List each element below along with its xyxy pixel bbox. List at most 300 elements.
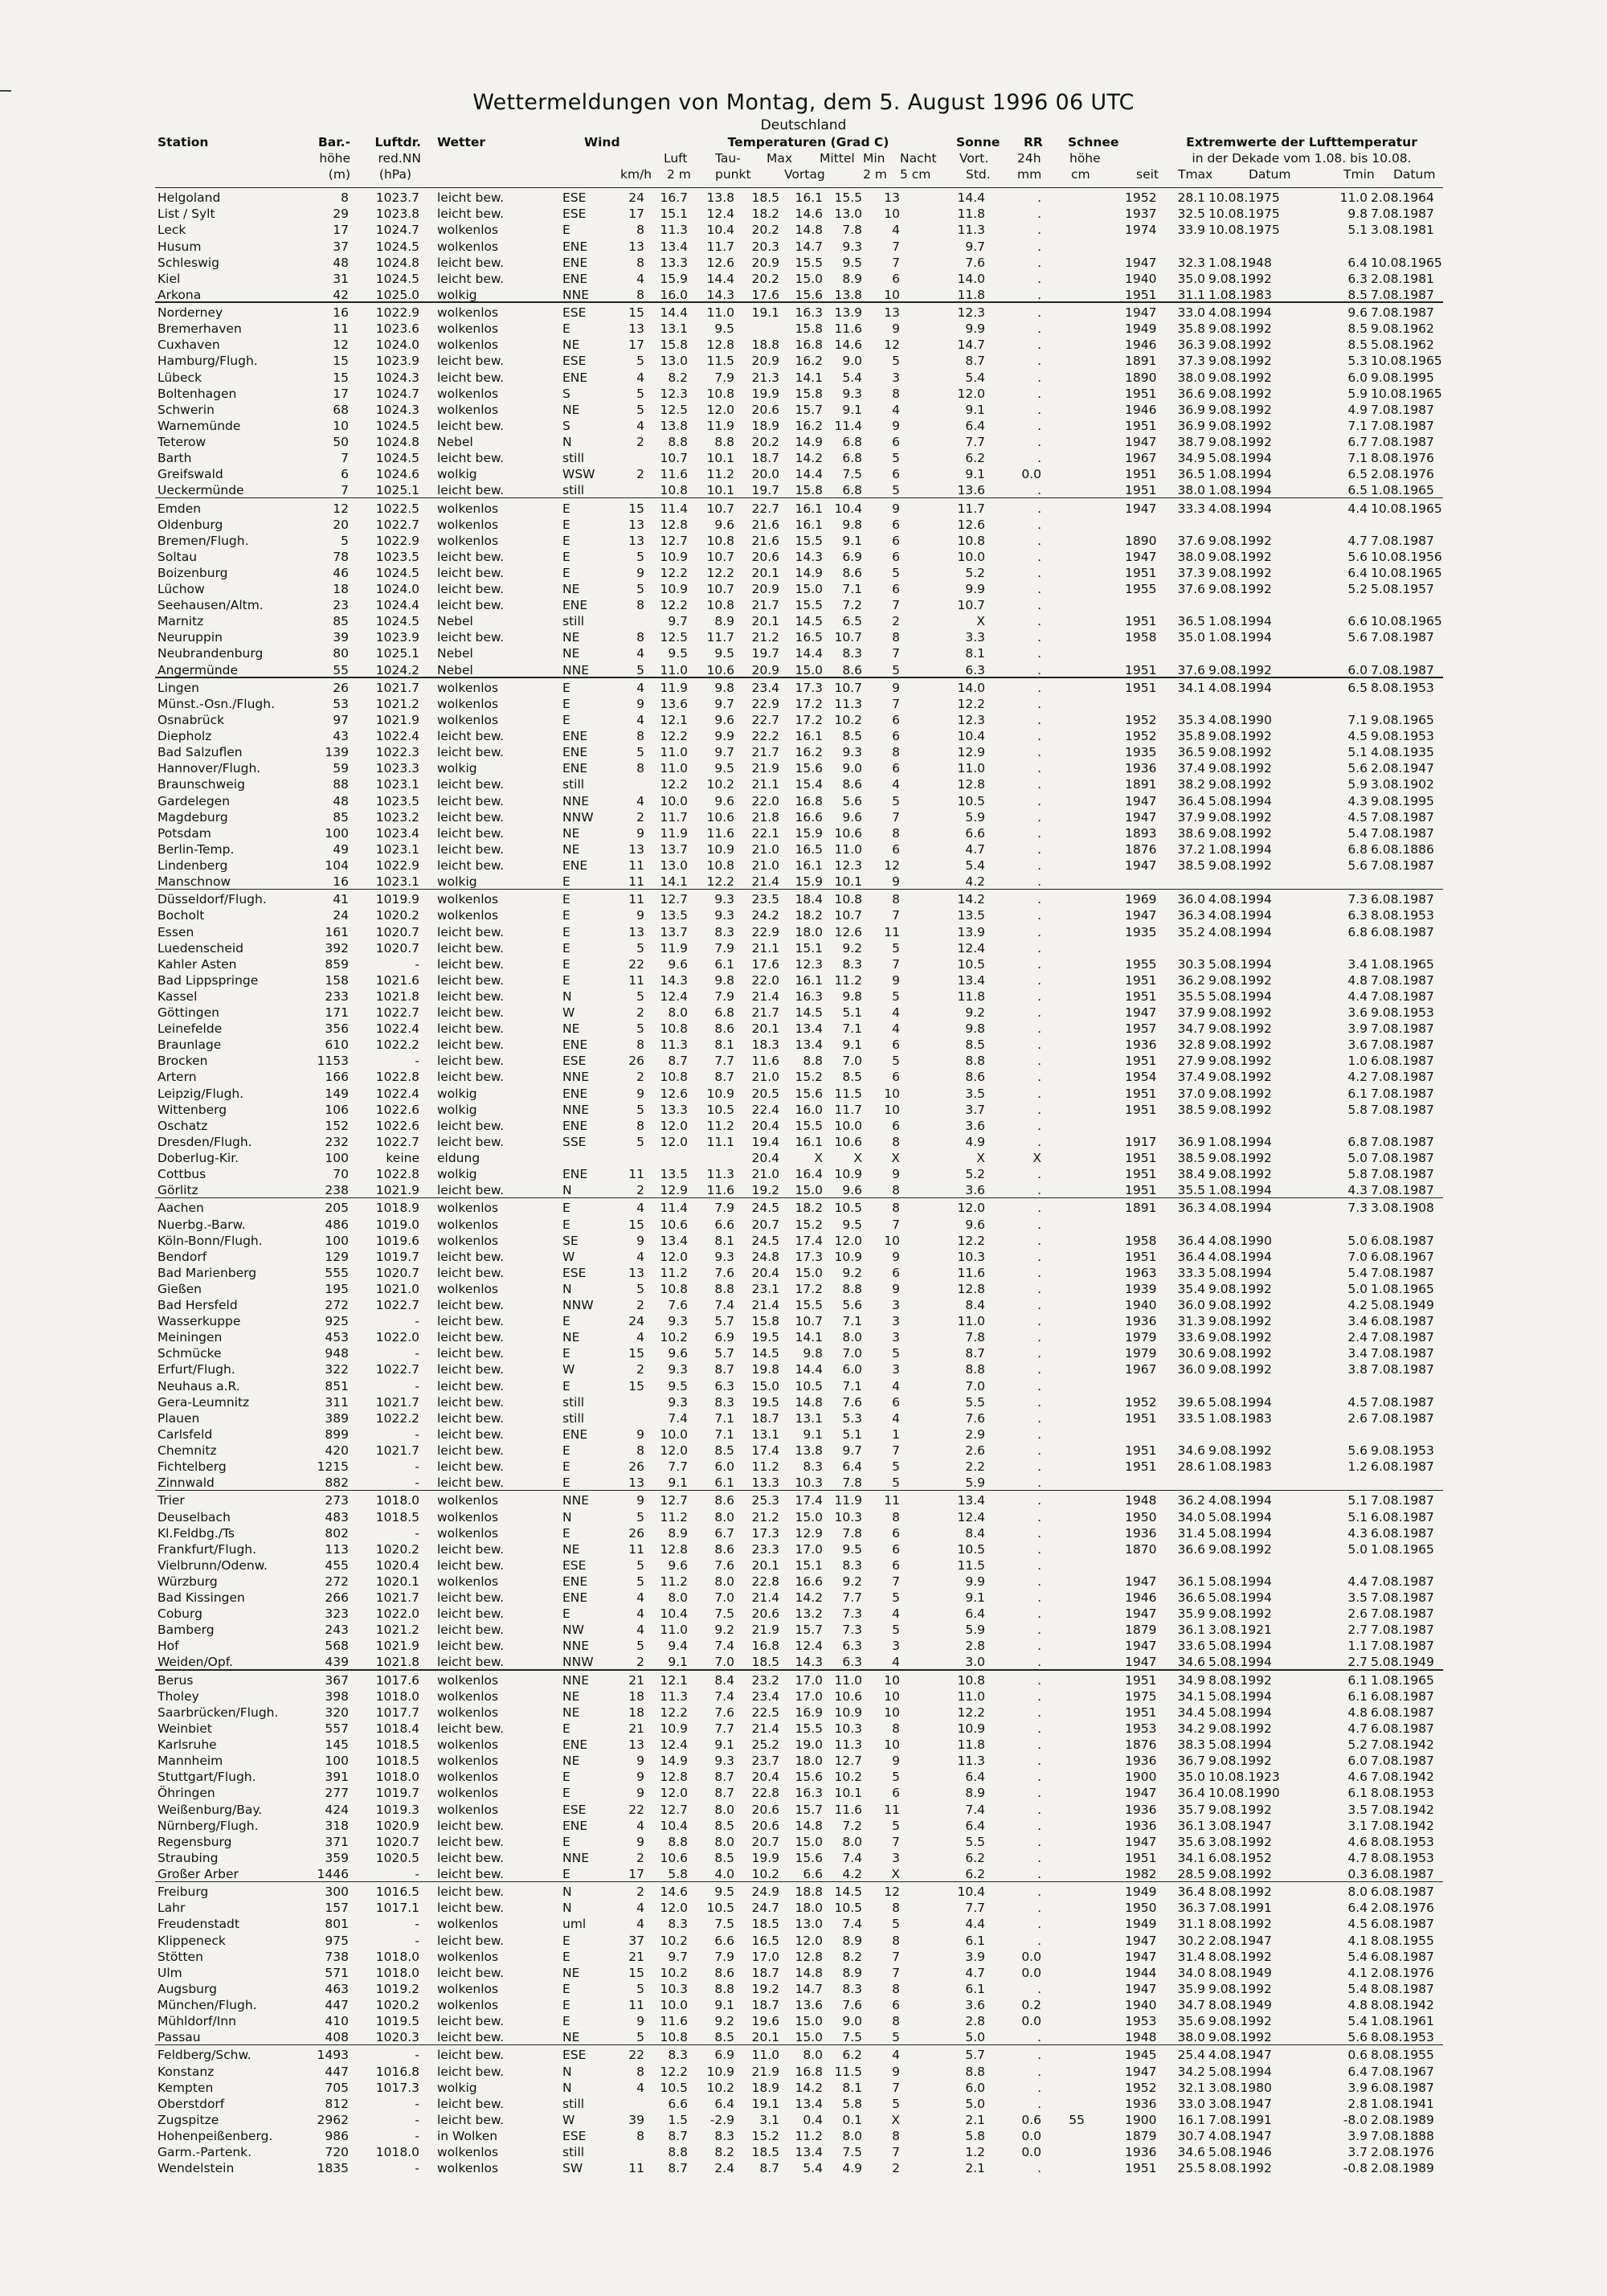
cell-bar-hoehe: 447 xyxy=(325,2064,349,2079)
cell-luftdruck: 1024.6 xyxy=(375,467,419,482)
cell-rr: . xyxy=(1037,1265,1041,1280)
cell-sonne: 2.9 xyxy=(965,1426,985,1442)
cell-t-tau: 12.0 xyxy=(706,402,734,417)
cell-t-luft: 12.0 xyxy=(660,1443,688,1458)
cell-wind-kmh: 9 xyxy=(636,1786,644,1801)
cell-ext-datum: 1.08.1983 xyxy=(1208,1459,1272,1474)
cell-t-nacht: 10 xyxy=(884,1233,900,1248)
cell-ext-tmin: 4.2 xyxy=(1347,1070,1368,1085)
cell-t-tau: 12.8 xyxy=(706,338,734,353)
cell-ext-datum2: 7.08.1888 xyxy=(1371,2128,1434,2143)
cell-sonne: 12.0 xyxy=(957,1201,985,1216)
cell-t-max: 21.7 xyxy=(751,1005,779,1020)
cell-t-tau: 11.7 xyxy=(706,239,734,254)
cell-ext-seit: 1891 xyxy=(1125,777,1157,792)
header-ext-datum: Datum xyxy=(1249,167,1291,182)
cell-t-mittel: 19.0 xyxy=(795,1737,823,1753)
cell-station: Klippeneck xyxy=(157,1933,226,1948)
cell-t-nacht: 8 xyxy=(892,386,900,401)
cell-ext-seit: 1951 xyxy=(1125,1850,1157,1865)
cell-t-mittel: 15.0 xyxy=(795,662,823,677)
cell-wind-kmh: 2 xyxy=(636,1005,644,1020)
cell-luftdruck: - xyxy=(415,956,419,972)
cell-t-max: 15.8 xyxy=(751,1314,779,1329)
cell-t-min: 6.3 xyxy=(842,1655,862,1670)
cell-ext-tmin: 4.2 xyxy=(1347,1298,1368,1312)
cell-ext-datum2: 8.08.1953 xyxy=(1371,680,1434,695)
cell-luftdruck: - xyxy=(415,2112,419,2127)
cell-wetter: wolkenlos xyxy=(437,1574,499,1589)
cell-rr: . xyxy=(1037,1362,1041,1377)
cell-luftdruck: 1023.9 xyxy=(375,354,419,369)
cell-t-nacht: 6 xyxy=(892,761,900,776)
cell-wind-dir: NE xyxy=(562,1754,580,1769)
table-row xyxy=(0,956,1607,972)
cell-wind-dir: still xyxy=(562,483,585,498)
cell-rr: . xyxy=(1037,483,1041,498)
cell-ext-datum2: 6.08.1987 xyxy=(1371,892,1434,907)
cell-wind-dir: E xyxy=(562,1866,570,1881)
cell-luftdruck: 1021.9 xyxy=(375,713,419,727)
cell-luftdruck: 1020.4 xyxy=(375,1557,419,1573)
cell-ext-tmin: 3.5 xyxy=(1347,1590,1368,1605)
cell-wind-kmh: 37 xyxy=(628,1933,644,1948)
cell-ext-tmin: 8.5 xyxy=(1347,338,1368,353)
cell-wind-dir: W xyxy=(562,1005,575,1020)
cell-bar-hoehe: 483 xyxy=(325,1509,349,1525)
cell-ext-datum2: 8.08.1953 xyxy=(1371,1786,1434,1801)
cell-ext-tmax: 30.2 xyxy=(1177,1933,1205,1948)
cell-t-tau: 8.6 xyxy=(714,1541,734,1557)
cell-station: Leipzig/Flugh. xyxy=(157,1086,244,1101)
cell-t-mittel: 16.2 xyxy=(795,354,823,369)
group-separator-line xyxy=(155,1197,1443,1199)
table-row xyxy=(0,321,1607,337)
cell-wind-dir: ENE xyxy=(562,1086,588,1101)
cell-bar-hoehe: 882 xyxy=(325,1475,349,1491)
cell-t-mittel: 16.8 xyxy=(795,2064,823,2079)
cell-station: Tholey xyxy=(157,1688,199,1704)
cell-wetter: leicht bew. xyxy=(437,1183,505,1198)
cell-ext-datum2: 6.08.1987 xyxy=(1371,1885,1434,1900)
cell-bar-hoehe: 80 xyxy=(333,646,349,661)
cell-wetter: leicht bew. xyxy=(437,857,505,873)
cell-wind-kmh: 4 xyxy=(636,271,644,286)
cell-wind-dir: NE xyxy=(562,1705,580,1720)
cell-wetter: leicht bew. xyxy=(437,1298,505,1312)
cell-bar-hoehe: 233 xyxy=(325,988,349,1004)
cell-ext-datum2: 9.08.1965 xyxy=(1371,713,1434,727)
cell-t-min: 8.9 xyxy=(842,271,862,286)
cell-wetter: wolkenlos xyxy=(437,2145,499,2159)
cell-t-max: 10.2 xyxy=(751,1866,779,1881)
cell-ext-tmax: 37.9 xyxy=(1177,809,1205,825)
cell-wind-dir: NW xyxy=(562,1623,584,1638)
cell-station: Mühldorf/Inn xyxy=(157,2014,236,2028)
cell-rr: X xyxy=(1032,1150,1041,1165)
cell-ext-tmax: 32.5 xyxy=(1177,207,1205,222)
cell-station: Boizenburg xyxy=(157,565,228,580)
cell-ext-seit: 1951 xyxy=(1125,1705,1157,1720)
cell-ext-tmax: 32.1 xyxy=(1177,2080,1205,2095)
cell-wind-dir: ESE xyxy=(562,190,587,206)
cell-station: Görlitz xyxy=(157,1183,198,1198)
cell-ext-tmax: 30.3 xyxy=(1177,956,1205,972)
cell-ext-tmax: 35.9 xyxy=(1177,1981,1205,1996)
cell-wind-kmh: 8 xyxy=(636,598,644,613)
cell-t-nacht: 5 xyxy=(892,1459,900,1474)
cell-t-nacht: 13 xyxy=(884,305,900,321)
cell-t-luft: 11.0 xyxy=(660,1623,688,1638)
cell-bar-hoehe: 100 xyxy=(325,1754,349,1769)
cell-ext-tmin: 2.6 xyxy=(1347,1606,1368,1622)
cell-ext-datum: 1.08.1983 xyxy=(1208,1410,1272,1426)
cell-t-tau: 5.7 xyxy=(714,1314,734,1329)
cell-ext-seit: 1982 xyxy=(1125,1866,1157,1881)
cell-t-luft: 10.8 xyxy=(660,1281,688,1296)
cell-t-min: 10.6 xyxy=(834,1134,862,1149)
cell-luftdruck: 1022.7 xyxy=(375,1134,419,1149)
cell-t-luft: 10.3 xyxy=(660,1981,688,1996)
header-t-tau: Tau- xyxy=(715,151,741,166)
table-row xyxy=(0,645,1607,661)
cell-station: Straubing xyxy=(157,1850,219,1865)
cell-bar-hoehe: 100 xyxy=(325,1233,349,1248)
cell-t-luft: 7.6 xyxy=(668,1298,688,1312)
cell-bar-hoehe: 986 xyxy=(325,2128,349,2143)
cell-t-max: 21.2 xyxy=(751,630,779,645)
cell-luftdruck: 1021.8 xyxy=(375,1655,419,1670)
cell-ext-seit: 1951 xyxy=(1125,614,1157,629)
cell-wetter: wolkenlos xyxy=(437,1233,499,1248)
cell-ext-seit: 1935 xyxy=(1125,745,1157,760)
cell-t-max: 20.0 xyxy=(751,467,779,482)
cell-wind-kmh: 9 xyxy=(636,1834,644,1849)
cell-t-nacht: 3 xyxy=(892,370,900,385)
cell-ext-tmin: 3.5 xyxy=(1347,1802,1368,1817)
cell-bar-hoehe: 1446 xyxy=(317,1866,349,1881)
cell-sonne: 9.1 xyxy=(965,402,985,417)
cell-t-max: 19.5 xyxy=(751,1330,779,1345)
cell-wind-dir: ESE xyxy=(562,2048,587,2063)
cell-ext-tmin: 1.1 xyxy=(1347,1639,1368,1654)
cell-wind-dir: NNE xyxy=(562,1850,589,1865)
cell-t-luft: 12.2 xyxy=(660,729,688,744)
cell-station: Neuruppin xyxy=(157,630,223,645)
cell-station: Fichtelberg xyxy=(157,1459,227,1474)
cell-ext-tmin: 6.4 xyxy=(1347,255,1368,270)
header-bar-3: (m) xyxy=(328,167,350,182)
cell-wetter: leicht bew. xyxy=(437,565,505,580)
cell-t-mittel: 14.8 xyxy=(795,1818,823,1833)
cell-t-tau: 7.4 xyxy=(714,1639,734,1654)
cell-wetter: leicht bew. xyxy=(437,1021,505,1037)
cell-rr: . xyxy=(1037,1167,1041,1181)
cell-wetter: leicht bew. xyxy=(437,745,505,760)
cell-t-tau: 8.0 xyxy=(714,1802,734,1817)
cell-t-nacht: 5 xyxy=(892,1770,900,1785)
cell-ext-datum2: 7.08.1942 xyxy=(1371,1802,1434,1817)
cell-bar-hoehe: 68 xyxy=(333,402,349,417)
cell-t-min: 8.3 xyxy=(842,1981,862,1996)
cell-t-min: 10.1 xyxy=(834,874,862,889)
cell-t-max: 20.1 xyxy=(751,2030,779,2045)
cell-wind-dir: N xyxy=(562,1281,572,1296)
cell-t-mittel: 9.8 xyxy=(803,1346,823,1361)
cell-station: Arkona xyxy=(157,287,202,302)
cell-rr: . xyxy=(1037,1378,1041,1394)
table-row xyxy=(0,1217,1607,1233)
cell-wind-dir: ENE xyxy=(562,255,588,270)
cell-t-max: 21.4 xyxy=(751,874,779,889)
cell-t-min: 7.2 xyxy=(842,598,862,613)
cell-t-tau: 6.4 xyxy=(714,2096,734,2111)
table-row xyxy=(0,1410,1607,1426)
cell-ext-tmin: 5.2 xyxy=(1347,1737,1368,1753)
cell-luftdruck: 1022.4 xyxy=(375,729,419,744)
cell-station: Braunschweig xyxy=(157,777,245,792)
cell-bar-hoehe: 410 xyxy=(325,2014,349,2028)
cell-t-nacht: 9 xyxy=(892,1249,900,1264)
cell-ext-datum2: 7.08.1987 xyxy=(1371,1639,1434,1654)
cell-t-mittel: 17.4 xyxy=(795,1493,823,1508)
cell-ext-tmin: 4.5 xyxy=(1347,1394,1368,1410)
cell-bar-hoehe: 1493 xyxy=(317,2048,349,2063)
cell-t-tau: 10.8 xyxy=(706,598,734,613)
header-rr-2: 24h xyxy=(1017,151,1041,166)
table-row xyxy=(0,337,1607,353)
cell-wetter: leicht bew. xyxy=(437,1443,505,1458)
cell-t-min: 5.4 xyxy=(842,370,862,385)
cell-wetter: leicht bew. xyxy=(437,1541,505,1557)
cell-t-tau: 9.3 xyxy=(714,908,734,923)
cell-ext-seit: 1958 xyxy=(1125,630,1157,645)
cell-rr: . xyxy=(1037,988,1041,1004)
cell-rr: . xyxy=(1037,287,1041,302)
cell-t-luft: 11.9 xyxy=(660,680,688,695)
cell-bar-hoehe: 100 xyxy=(325,1150,349,1165)
cell-ext-datum: 10.08.1975 xyxy=(1208,190,1280,206)
cell-ext-datum2: 1.08.1965 xyxy=(1371,1281,1434,1296)
cell-ext-datum: 9.08.1992 xyxy=(1208,418,1272,433)
cell-rr: . xyxy=(1037,207,1041,222)
cell-wind-kmh: 15 xyxy=(628,305,644,321)
cell-t-tau: 9.2 xyxy=(714,2014,734,2028)
cell-t-luft: 12.1 xyxy=(660,713,688,727)
cell-t-min: 10.8 xyxy=(834,892,862,907)
cell-ext-datum: 9.08.1992 xyxy=(1208,549,1272,564)
cell-t-nacht: 7 xyxy=(892,646,900,661)
cell-t-tau: 11.6 xyxy=(706,1183,734,1198)
cell-ext-seit: 1936 xyxy=(1125,2145,1157,2159)
cell-t-max: 20.1 xyxy=(751,1021,779,1037)
cell-t-luft: 10.9 xyxy=(660,582,688,596)
cell-t-min: 6.4 xyxy=(842,1459,862,1474)
table-row xyxy=(0,1200,1607,1216)
cell-bar-hoehe: 392 xyxy=(325,940,349,956)
cell-rr: . xyxy=(1037,271,1041,286)
cell-t-nacht: 4 xyxy=(892,223,900,238)
cell-ext-tmax: 36.5 xyxy=(1177,745,1205,760)
cell-t-mittel: 11.2 xyxy=(795,2128,823,2143)
cell-ext-tmin: 6.4 xyxy=(1347,565,1368,580)
cell-bar-hoehe: 12 xyxy=(333,338,349,353)
cell-t-min: 7.1 xyxy=(842,1378,862,1394)
cell-station: Brocken xyxy=(157,1054,208,1069)
cell-t-min: 7.3 xyxy=(842,1623,862,1638)
group-separator-line xyxy=(155,301,1443,303)
cell-sonne: 6.4 xyxy=(965,1770,985,1785)
table-row xyxy=(0,1509,1607,1525)
cell-t-mittel: 14.4 xyxy=(795,1362,823,1377)
cell-t-mittel: 17.0 xyxy=(795,1672,823,1688)
cell-wetter: leicht bew. xyxy=(437,255,505,270)
cell-t-tau: 9.5 xyxy=(714,761,734,776)
cell-bar-hoehe: 1835 xyxy=(317,2161,349,2176)
cell-rr: 0.6 xyxy=(1021,2112,1041,2127)
cell-wind-kmh: 9 xyxy=(636,2014,644,2028)
cell-ext-tmin: 4.3 xyxy=(1347,1525,1368,1541)
cell-t-max: 18.5 xyxy=(751,1917,779,1932)
cell-t-mittel: 14.1 xyxy=(795,1330,823,1345)
cell-t-nacht: 3 xyxy=(892,1850,900,1865)
cell-t-mittel: 13.4 xyxy=(795,1037,823,1053)
cell-t-min: 14.6 xyxy=(834,338,862,353)
cell-ext-tmax: 34.9 xyxy=(1177,1672,1205,1688)
cell-t-mittel: 16.6 xyxy=(795,1574,823,1589)
cell-ext-datum: 9.08.1992 xyxy=(1208,1298,1272,1312)
cell-t-nacht: 9 xyxy=(892,874,900,889)
cell-ext-datum: 9.08.1992 xyxy=(1208,565,1272,580)
cell-luftdruck: 1019.9 xyxy=(375,892,419,907)
cell-t-tau: 9.9 xyxy=(714,729,734,744)
cell-t-luft: 9.4 xyxy=(668,1639,688,1654)
table-row xyxy=(0,1345,1607,1361)
table-row xyxy=(0,793,1607,809)
cell-ext-datum2: 7.08.1987 xyxy=(1371,1590,1434,1605)
cell-wetter: leicht bew. xyxy=(437,1933,505,1948)
cell-ext-datum2: 7.08.1987 xyxy=(1371,207,1434,222)
cell-ext-tmin: 7.1 xyxy=(1347,713,1368,727)
table-row xyxy=(0,1688,1607,1705)
cell-t-max: 20.6 xyxy=(751,402,779,417)
cell-bar-hoehe: 453 xyxy=(325,1330,349,1345)
cell-station: Stötten xyxy=(157,1949,203,1964)
table-row xyxy=(0,825,1607,841)
cell-wind-dir: WSW xyxy=(562,467,595,482)
cell-ext-seit: 1947 xyxy=(1125,1949,1157,1964)
cell-t-tau: 7.1 xyxy=(714,1426,734,1442)
cell-t-mittel: 15.0 xyxy=(795,2030,823,2045)
cell-wind-kmh: 5 xyxy=(636,662,644,677)
cell-wind-kmh: 2 xyxy=(636,434,644,449)
cell-t-min: 7.8 xyxy=(842,223,862,238)
cell-ext-datum2: 7.08.1987 xyxy=(1371,630,1434,645)
cell-t-luft: 12.5 xyxy=(660,402,688,417)
cell-wetter: leicht bew. xyxy=(437,598,505,613)
cell-ext-tmax: 36.0 xyxy=(1177,1362,1205,1377)
cell-rr: . xyxy=(1037,549,1041,564)
cell-wetter: leicht bew. xyxy=(437,418,505,433)
cell-rr: . xyxy=(1037,1705,1041,1720)
cell-wind-dir: E xyxy=(562,892,570,907)
cell-ext-datum: 5.08.1994 xyxy=(1208,2064,1272,2079)
cell-ext-seit: 1947 xyxy=(1125,857,1157,873)
cell-wind-kmh: 9 xyxy=(636,1233,644,1248)
cell-ext-datum: 1.08.1994 xyxy=(1208,1183,1272,1198)
cell-ext-datum2: 7.08.1987 xyxy=(1371,1346,1434,1361)
table-row xyxy=(0,972,1607,988)
table-row xyxy=(0,2128,1607,2144)
cell-rr: . xyxy=(1037,874,1041,889)
cell-t-nacht: 10 xyxy=(884,1672,900,1688)
cell-t-nacht: 6 xyxy=(892,1070,900,1085)
cell-t-min: 11.3 xyxy=(834,1737,862,1753)
cell-wind-kmh: 5 xyxy=(636,1557,644,1573)
cell-sonne: 10.3 xyxy=(957,1249,985,1264)
cell-ext-tmax: 34.0 xyxy=(1177,1509,1205,1525)
cell-rr: 0.0 xyxy=(1021,2145,1041,2159)
cell-t-luft: 12.2 xyxy=(660,1705,688,1720)
cell-t-luft: 16.7 xyxy=(660,190,688,206)
cell-t-tau: 9.6 xyxy=(714,517,734,532)
cell-wind-dir: uml xyxy=(562,1917,587,1932)
cell-t-max: 23.4 xyxy=(751,680,779,695)
cell-wetter: leicht bew. xyxy=(437,1070,505,1085)
cell-t-max: 21.6 xyxy=(751,533,779,548)
cell-t-min: 7.1 xyxy=(842,1314,862,1329)
table-row xyxy=(0,1361,1607,1377)
cell-station: Marnitz xyxy=(157,614,204,629)
cell-wind-kmh: 2 xyxy=(636,1362,644,1377)
cell-ext-datum2: 2.08.1981 xyxy=(1371,271,1434,286)
cell-rr: . xyxy=(1037,825,1041,841)
cell-wind-kmh: 2 xyxy=(636,467,644,482)
cell-t-max: 18.9 xyxy=(751,2080,779,2095)
cell-wind-dir: ENE xyxy=(562,598,588,613)
cell-bar-hoehe: 1215 xyxy=(317,1459,349,1474)
cell-sonne: 5.2 xyxy=(965,565,985,580)
cell-t-tau: -2.9 xyxy=(709,2112,734,2127)
cell-t-mittel: 15.8 xyxy=(795,483,823,498)
cell-t-max: 22.5 xyxy=(751,1705,779,1720)
cell-wind-dir: ENE xyxy=(562,1118,588,1133)
cell-t-tau: 9.5 xyxy=(714,321,734,337)
table-row xyxy=(0,809,1607,825)
cell-wind-dir: E xyxy=(562,223,570,238)
cell-ext-datum: 10.08.1990 xyxy=(1208,1786,1280,1801)
cell-t-mittel: 16.6 xyxy=(795,809,823,825)
cell-t-nacht: 7 xyxy=(892,956,900,972)
cell-rr: . xyxy=(1037,190,1041,206)
cell-t-min: 7.5 xyxy=(842,467,862,482)
cell-sonne: 5.9 xyxy=(965,1475,985,1491)
cell-bar-hoehe: 7 xyxy=(341,451,349,465)
cell-wind-dir: E xyxy=(562,908,570,923)
cell-wetter: leicht bew. xyxy=(437,1818,505,1833)
cell-t-nacht: 7 xyxy=(892,2080,900,2095)
cell-ext-datum2: 8.08.1976 xyxy=(1371,451,1434,465)
cell-ext-datum: 9.08.1992 xyxy=(1208,1606,1272,1622)
cell-wetter: wolkig xyxy=(437,1086,477,1101)
cell-ext-tmax: 36.4 xyxy=(1177,793,1205,808)
cell-station: Bamberg xyxy=(157,1623,215,1638)
cell-wetter: leicht bew. xyxy=(437,1965,505,1980)
cell-ext-tmax: 35.6 xyxy=(1177,1834,1205,1849)
cell-ext-tmin: 4.4 xyxy=(1347,501,1368,516)
cell-ext-seit: 1876 xyxy=(1125,1737,1157,1753)
cell-t-max: 22.9 xyxy=(751,696,779,711)
